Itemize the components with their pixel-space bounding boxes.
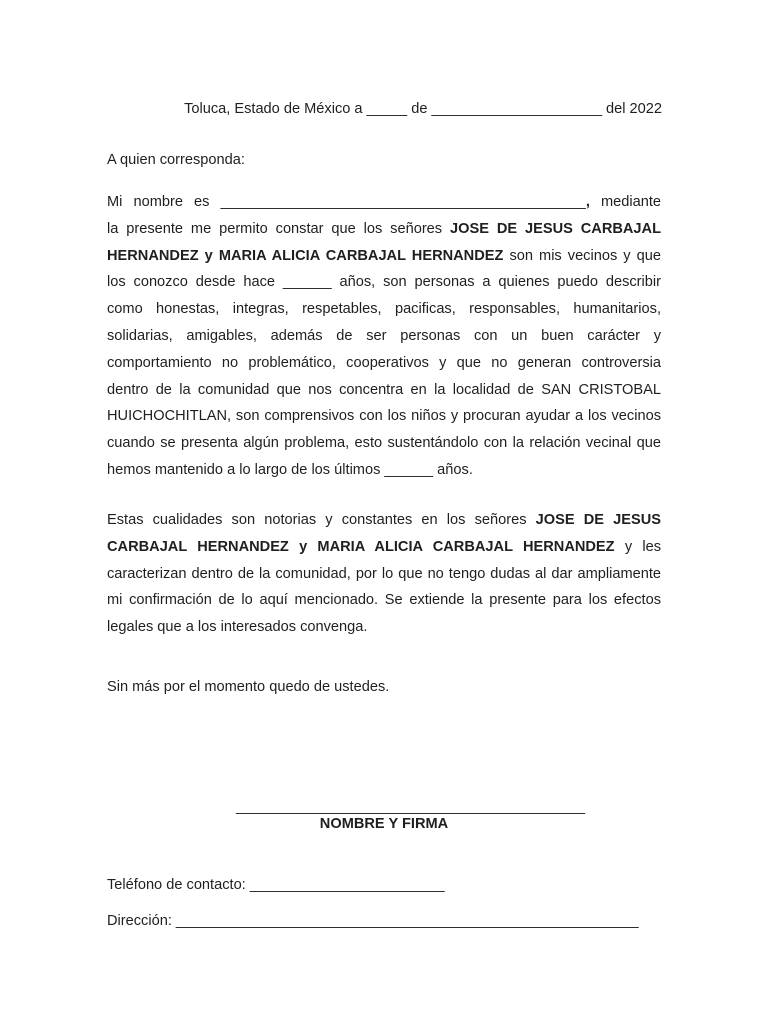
signature-line: ___________________________________________ — [236, 799, 586, 815]
text-line — [107, 243, 661, 270]
body-paragraph-1 — [107, 189, 661, 484]
text-fragment: son mis vecinos y que — [503, 247, 661, 264]
text-fragment: Estas cualidades son notorias y constantes en los señores — [107, 512, 536, 528]
text-line: dentro de la comunidad que nos concentra en la localidad de SAN CRISTOBAL — [107, 381, 661, 398]
closing-line: Sin más por el momento quedo de ustedes. — [107, 679, 390, 695]
neighbor-names-bold: HERNANDEZ y MARIA ALICIA CARBAJAL HERNANDEZ — [107, 247, 504, 264]
address-field: Dirección: _________________________________________________________ — [107, 913, 639, 929]
text-line: como honestas, integras, respetables, pacificas, responsables, humanitarios, — [107, 301, 661, 318]
text-line: los conozco desde hace ______ años, son personas a quienes puedo describir — [107, 274, 661, 291]
neighbor-names-bold: CARBAJAL HERNANDEZ y MARIA ALICIA CARBAJAL HERNANDEZ — [107, 538, 615, 555]
text-line — [107, 534, 661, 561]
date-line: Toluca, Estado de México a _____ de _____________________ del 2022 — [184, 101, 662, 117]
text-line — [107, 216, 661, 243]
text-line — [107, 507, 661, 534]
body-paragraph-2 — [107, 507, 661, 641]
phone-field: Teléfono de contacto: ________________________ — [107, 877, 445, 893]
neighbor-names-bold: JOSE DE JESUS CARBAJAL — [450, 220, 662, 237]
text-line: HUICHOCHITLAN, son comprensivos con los niños y procuran ayudar a los vecinos — [107, 408, 661, 425]
text-fragment: la presente me permito constar que los señores — [107, 220, 450, 237]
text-line: mi confirmación de lo aquí mencionado. Se extiende la presente para los efectos — [107, 592, 661, 609]
text-fragment: mediante — [589, 194, 662, 210]
name-blank-text: Mi nombre es _____________________________________________ — [107, 194, 586, 210]
text-line: solidarias, amigables, además de ser personas con un buen carácter y — [107, 327, 661, 344]
text-line: cuando se presenta algún problema, esto sustentándolo con la relación vecinal que — [107, 435, 661, 452]
signature-label: NOMBRE Y FIRMA — [319, 816, 449, 832]
greeting: A quien corresponda: — [107, 152, 245, 168]
text-line — [107, 189, 661, 216]
text-line: caracterizan dentro de la comunidad, por lo que no tengo dudas al dar ampliamente — [107, 565, 661, 582]
text-fragment: y les — [614, 538, 662, 555]
text-line: legales que a los interesados convenga. — [107, 619, 368, 636]
neighbor-names-bold: JOSE DE JESUS — [535, 512, 661, 528]
text-line: comportamiento no problemático, cooperativos y que no generan controversia — [107, 354, 661, 371]
bold-comma: , — [585, 194, 590, 210]
text-line: hemos mantenido a lo largo de los últimos ______ años. — [107, 461, 473, 478]
